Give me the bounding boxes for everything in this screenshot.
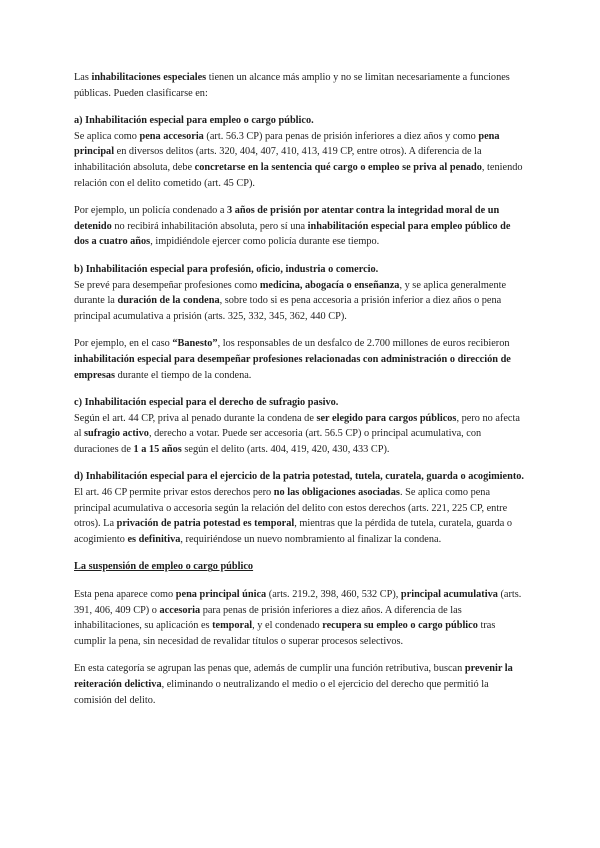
text-run: durante el tiempo de la condena. <box>115 369 252 381</box>
section-c <box>74 395 526 457</box>
text-run: Se aplica como <box>74 130 140 142</box>
bold-text: recupera su empleo o cargo público <box>322 620 478 632</box>
text-run: , eliminando o neutralizando el medio o el ejercicio del derecho que permitió la comisión del delito. <box>74 679 489 706</box>
text-run: Esta pena aparece como <box>74 589 176 601</box>
text-run: (art. 56.3 CP) para penas de prisión inferiores a diez años y como <box>203 130 479 142</box>
text-run: , y el condenado <box>252 620 323 632</box>
section-b-example <box>74 336 526 383</box>
bold-text: ser elegido para cargos públicos <box>316 412 457 424</box>
section-c-heading: c) Inhabilitación especial para el derecho de sufragio pasivo. <box>74 397 339 409</box>
bold-text: inhabilitación especial para empleo público de dos a cuatro años <box>74 220 511 248</box>
text-run: tienen un alcance más amplio y no se limitan necesariamente a funciones públicas. Pueden clasificarse en: <box>74 72 510 99</box>
section-a-example <box>74 203 526 250</box>
section-d <box>74 469 526 547</box>
text-run: , impidiéndole ejercer como policía durante ese tiempo. <box>150 236 380 248</box>
text-run: Por ejemplo, un policía condenado a <box>74 205 227 217</box>
text-run: , pero no afecta al <box>74 412 520 440</box>
section-c-body <box>74 411 526 458</box>
bold-text: 1 a 15 años <box>133 443 182 455</box>
text-run: no recibirá inhabilitación absoluta, pero sí una <box>111 220 308 232</box>
text-run: . Se aplica como pena principal acumulativa o accesoria según la relación del delito con estos derechos (arts. 221, 225 CP, entre otros). La <box>74 487 508 530</box>
text-run: , mientras que la pérdida de tutela, curatela, guarda o acogimiento <box>74 518 513 545</box>
text-run: , sobre todo si es pena accesoria a prisión inferior a diez años o pena principal acumulativa a prisión (arts. 325, 332, 345, 362, 440 CP). <box>74 295 502 322</box>
section-a-heading: a) Inhabilitación especial para empleo o cargo público. <box>74 115 314 127</box>
text-run: (arts. 219.2, 398, 460, 532 CP), <box>266 589 401 601</box>
bold-text: es definitiva <box>127 533 181 545</box>
text-run: , derecho a votar. Puede ser accesoria (art. 56.5 CP) o principal acumulativa, con duraciones de <box>74 428 482 455</box>
suspension-body <box>74 587 526 649</box>
text-run: según el delito (arts. 404, 419, 420, 430, 433 CP). <box>181 443 390 455</box>
section-b-heading: b) Inhabilitación especial para profesión, oficio, industria o comercio. <box>74 263 379 275</box>
text-run: , los responsables de un desfalco de 2.700 millones de euros recibieron <box>217 338 510 350</box>
text-run: Las <box>74 72 92 83</box>
text-run: (arts. 391, 406, 409 CP) o <box>74 589 522 616</box>
bold-text: sufragio activo <box>84 428 149 440</box>
text-run: Se prevé para desempeñar profesiones como <box>74 279 260 291</box>
bold-text: prevenir la reiteración delictiva <box>74 663 513 690</box>
text-run: El art. 46 CP permite privar estos derechos pero <box>74 487 274 499</box>
suspension-heading: La suspensión de empleo o cargo público <box>74 561 254 573</box>
bold-text: temporal <box>212 620 253 632</box>
section-a-body <box>74 129 526 191</box>
bold-text: inhabilitación especial para desempeñar profesiones relacionadas con administración o dirección de empresas <box>74 353 511 381</box>
bold-text: pena principal <box>74 130 500 158</box>
text-run: , y se aplica generalmente durante la <box>74 279 507 307</box>
bold-text: privación de patria potestad es temporal <box>116 518 295 530</box>
bold-text: inhabilitaciones especiales <box>91 72 207 83</box>
bold-text: accesoria <box>159 604 201 616</box>
section-d-body <box>74 485 526 547</box>
text-run: Según el art. 44 CP, priva al penado durante la condena de <box>74 412 317 424</box>
text-run: para penas de prisión inferiores a diez años. A diferencia de las inhabilitaciones, su aplicación es <box>74 604 462 632</box>
text-run: Por ejemplo, en el caso <box>74 338 173 350</box>
text-run: En esta categoría se agrupan las penas que, además de cumplir una función retributiva, buscan <box>74 663 465 675</box>
section-b-body <box>74 278 526 325</box>
section-d-heading: d) Inhabilitación especial para el ejercicio de la patria potestad, tutela, curatela, guarda o acogimiento. <box>74 471 524 483</box>
bold-text: principal acumulativa <box>400 589 498 601</box>
section-a <box>74 113 526 191</box>
intro-paragraph <box>74 70 526 101</box>
text-run: , requiriéndose un nuevo nombramiento al finalizar la condena. <box>180 533 442 545</box>
document-page <box>74 70 526 720</box>
text-run: , teniendo relación con el delito cometido (art. 45 CP). <box>74 161 523 189</box>
bold-text: medicina, abogacía o enseñanza <box>259 279 400 291</box>
bold-text: pena accesoria <box>139 130 204 142</box>
section-b <box>74 262 526 324</box>
bold-text: no las obligaciones asociadas <box>273 487 400 499</box>
bold-text: concretarse en la sentencia qué cargo o empleo se priva al penado <box>194 161 482 173</box>
bold-text: pena principal única <box>175 589 267 601</box>
bold-text: 3 años de prisión por atentar contra la integridad moral de un detenido <box>74 205 500 232</box>
text-run: tras cumplir la pena, sin necesidad de revalidar títulos o superar procesos selectivos. <box>74 620 496 647</box>
bold-text: “Banesto” <box>172 338 218 350</box>
closing-paragraph <box>74 661 526 708</box>
text-run: en diversos delitos (arts. 320, 404, 407, 410, 413, 419 CP, entre otros). A diferencia de la inhabilitación absoluta, debe <box>74 146 482 173</box>
bold-text: duración de la condena <box>117 295 220 307</box>
